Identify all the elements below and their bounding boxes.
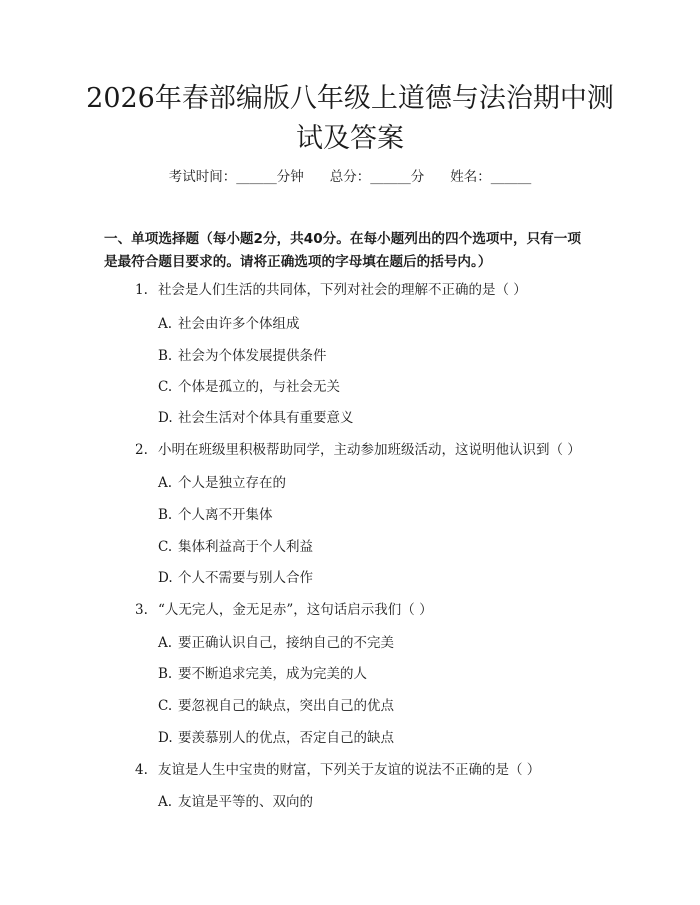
option-text: 个人不需要与别人合作 <box>178 570 313 586</box>
question-number: 4. <box>135 762 148 778</box>
option-letter: A. <box>158 794 173 810</box>
question-2-option-c <box>158 537 578 557</box>
question-3-option-b <box>158 664 578 684</box>
question-3-option-d <box>158 728 578 748</box>
option-text: 要羡慕别人的优点，否定自己的缺点 <box>178 730 394 746</box>
document-title-line1: 2026年春部编版八年级上道德与法治期中测 <box>86 83 614 114</box>
option-letter: C. <box>158 379 173 395</box>
question-number: 2. <box>135 442 148 458</box>
question-4 <box>135 760 615 780</box>
total-score-field: 总分：______分 <box>329 169 425 185</box>
question-1-option-b <box>158 346 578 366</box>
option-text: 社会生活对个体具有重要意义 <box>178 410 354 426</box>
question-number: 1. <box>135 282 148 298</box>
question-2 <box>135 440 615 460</box>
question-text: 友谊是人生中宝贵的财富，下列关于友谊的说法不正确的是（ ） <box>158 762 541 778</box>
question-1-option-d <box>158 408 578 428</box>
option-text: 社会由许多个体组成 <box>178 316 300 332</box>
question-3-option-a <box>158 633 578 653</box>
option-letter: D. <box>158 410 173 426</box>
name-field: 姓名：______ <box>450 169 532 185</box>
option-text: 要正确认识自己，接纳自己的不完美 <box>178 635 394 651</box>
question-1 <box>135 280 615 300</box>
question-number: 3. <box>135 602 148 618</box>
option-text: 集体利益高于个人利益 <box>178 539 313 555</box>
exam-time-field: 考试时间：______分钟 <box>168 169 304 185</box>
question-1-option-c <box>158 377 578 397</box>
option-letter: A. <box>158 475 173 491</box>
option-letter: D. <box>158 570 173 586</box>
option-letter: B. <box>158 348 173 364</box>
question-2-option-b <box>158 505 578 525</box>
option-letter: B. <box>158 507 173 523</box>
option-text: 个体是孤立的，与社会无关 <box>178 379 340 395</box>
option-text: 要不断追求完美，成为完美的人 <box>178 666 367 682</box>
question-3 <box>135 600 615 620</box>
section-heading-line1: 一、单项选择题（每小题2分，共40分。在每小题列出的四个选项中，只有一项 <box>104 231 581 247</box>
question-1-option-a <box>158 314 578 334</box>
section-heading-line2: 是最符合题目要求的。请将正确选项的字母填在题后的括号内。） <box>104 254 492 270</box>
option-letter: A. <box>158 316 173 332</box>
question-2-option-a <box>158 473 578 493</box>
option-text: 社会为个体发展提供条件 <box>178 348 327 364</box>
option-letter: D. <box>158 730 173 746</box>
question-text: “人无完人，金无足赤”，这句话启示我们（ ） <box>158 602 433 618</box>
option-letter: B. <box>158 666 173 682</box>
option-text: 友谊是平等的、双向的 <box>178 794 313 810</box>
option-text: 个人是独立存在的 <box>178 475 286 491</box>
exam-meta <box>60 167 640 187</box>
document-title-line2: 试及答案 <box>296 123 404 154</box>
question-text: 社会是人们生活的共同体，下列对社会的理解不正确的是（ ） <box>158 282 527 298</box>
question-4-option-a <box>158 792 578 812</box>
option-text: 要忽视自己的缺点，突出自己的优点 <box>178 698 394 714</box>
option-letter: C. <box>158 539 173 555</box>
option-letter: C. <box>158 698 173 714</box>
question-text: 小明在班级里积极帮助同学，主动参加班级活动，这说明他认识到（ ） <box>158 442 581 458</box>
option-letter: A. <box>158 635 173 651</box>
question-2-option-d <box>158 568 578 588</box>
question-3-option-c <box>158 696 578 716</box>
option-text: 个人离不开集体 <box>178 507 273 523</box>
